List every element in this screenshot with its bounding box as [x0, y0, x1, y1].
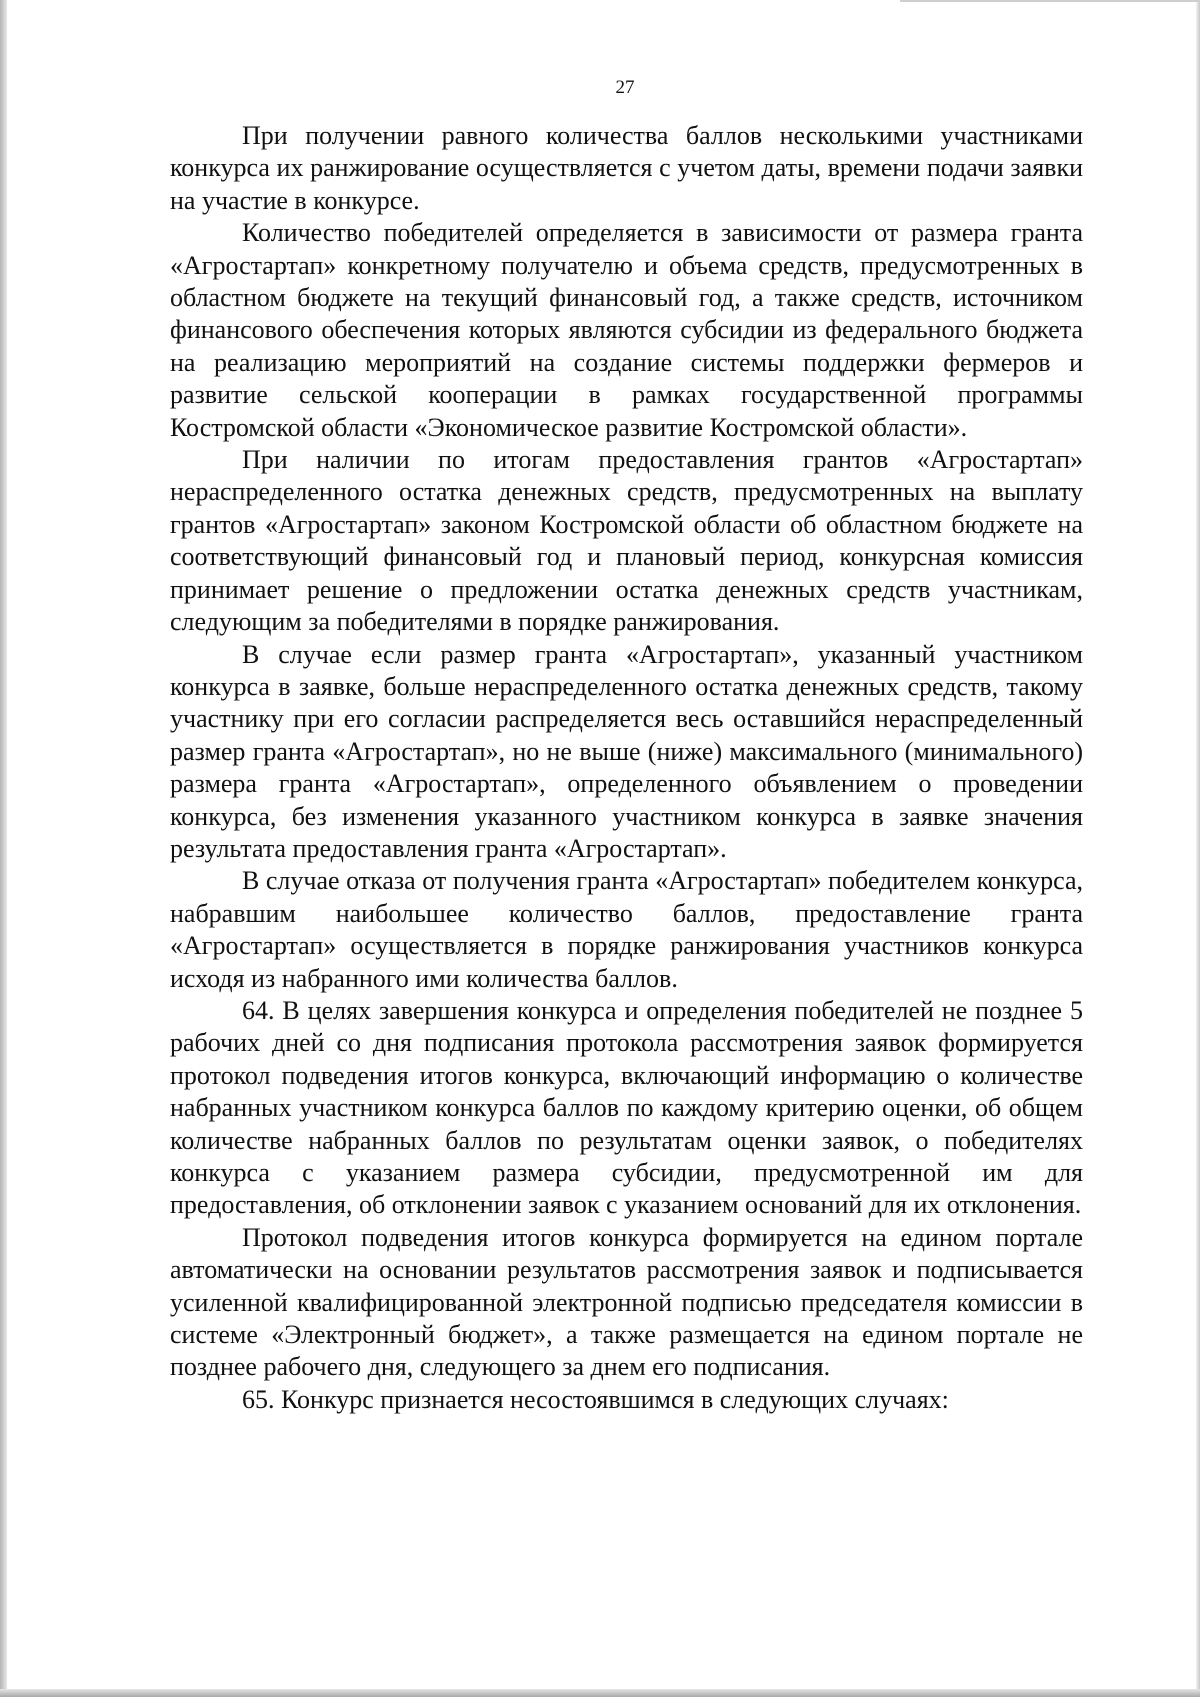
document-body [170, 120, 1083, 1416]
scan-edge-bottom [0, 1689, 1200, 1697]
paragraph-item-65: 65. Конкурс признается несостоявшимся в следующих случаях: [242, 1384, 949, 1414]
paragraph-grant-size-exceeds: В случае если размер гранта «Агростартап», указанный участником конкурса в заявке, больше нераспределенного остатка денежных средств, такому участнику при его согласии распределяется весь оставшийся нераспределенный размер гранта «Агростартап», но не выше (ниже) максимального (минимального) размера гранта «Агростартап», определенного объявлением о проведении конкурса, без изменения указанного участником конкурса в заявке значения результата предоставления гранта «Агростартап». [170, 639, 1083, 863]
paragraph-ranking-tie: При получении равного количества баллов несколькими участниками конкурса их ранжирование осуществляется с учетом даты, времени подачи заявки на участие в конкурсе. [170, 121, 1083, 215]
paragraph-winner-refusal: В случае отказа от получения гранта «Агростартап» победителем конкурса, набравшим наибольшее количество баллов, предоставление гранта «Агростартап» осуществляется в порядке ранжирования участников конкурса исходя из набранного ими количества баллов. [170, 866, 1083, 993]
paragraph-remaining-funds: При наличии по итогам предоставления грантов «Агростартап» нераспределенного остатка денежных средств, предусмотренных на выплату грантов «Агростартап» законом Костромской области об областном бюджете на соответствующий финансовый год и плановый период, конкурсная комиссия принимает решение о предложении остатка денежных средств участникам, следующим за победителями в порядке ранжирования. [170, 445, 1083, 637]
paragraph-protocol-portal: Протокол подведения итогов конкурса формируется на едином портале автоматически на основании результатов рассмотрения заявок и подписывается усиленной квалифицированной электронной подписью председателя комиссии в системе «Электронный бюджет», а также размещается на едином портале не позднее рабочего дня, следующего за днем его подписания. [170, 1222, 1083, 1382]
page-number: 27 [615, 77, 635, 98]
paragraph-winners-count: Количество победителей определяется в зависимости от размера гранта «Агростартап» конкретному получателю и объема средств, предусмотренных в областном бюджете на текущий финансовый год, а также средств, источником финансового обеспечения которых являются субсидии из федерального бюджета на реализацию мероприятий на создание системы поддержки фермеров и развитие сельской кооперации в рамках государственной программы Костромской области «Экономическое развитие Костромской области». [170, 218, 1083, 442]
scan-edge-right [1196, 0, 1200, 1697]
scan-edge-top [900, 0, 1200, 2]
paragraph-item-64: 64. В целях завершения конкурса и определения победителей не позднее 5 рабочих дней со дня подписания протокола рассмотрения заявок формируется протокол подведения итогов конкурса, включающий информацию о количестве набранных участником конкурса баллов по каждому критерию оценки, об общем количестве набранных баллов по результатам оценки заявок, о победителях конкурса с указанием размера субсидии, предусмотренной им для предоставления, об отклонении заявок с указанием оснований для их отклонения. [170, 995, 1083, 1220]
scan-edge-left [0, 0, 7, 1697]
